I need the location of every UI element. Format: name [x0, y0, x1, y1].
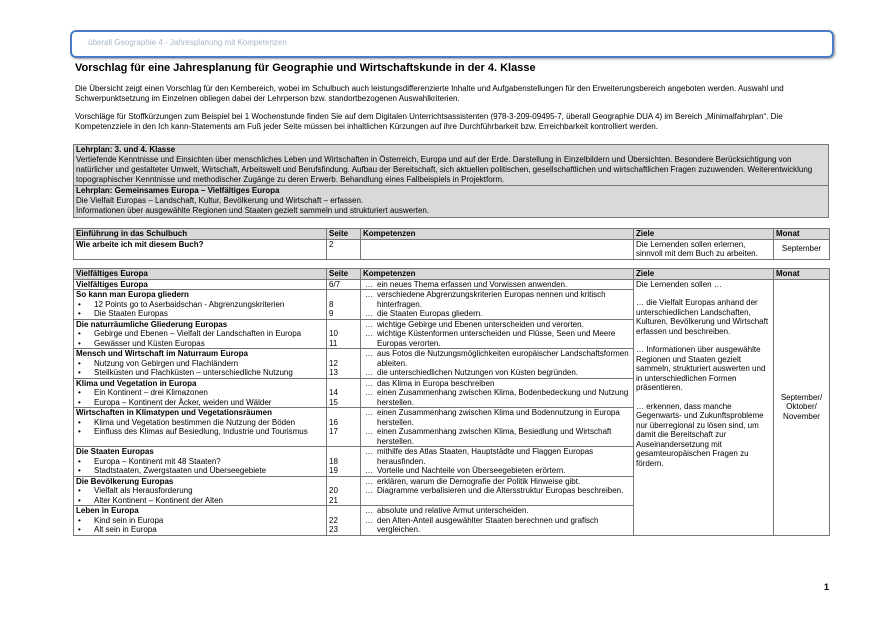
col-kompetenzen: Kompetenzen	[361, 269, 634, 280]
ziele-text-2: … die Vielfalt Europas anhand der unterschiedlichen Landschaften, Kulturen, Bevölkerung und Wirtschaft erfassen und beschreiben.	[636, 298, 769, 336]
intro-row-kompetenzen	[361, 239, 634, 259]
intro-table-head: Einführung in das Schulbuch	[74, 229, 327, 240]
lehrplan-box-1	[73, 144, 829, 186]
header-text: überall Geographie 4 - Jahresplanung mit Kompetenzen	[88, 38, 287, 47]
table-row: Die Bevölkerung Europas • Vielfalt als Herausforderung • Alter Kontinent – Kontinent der Alten 20 21 … erklären, warum die Demografie der Politik Hinweise gibt. … Diagramme verbalisieren und die Altersstruktur Europas beschreiben.	[74, 476, 830, 506]
ziele-text-4: … erkennen, dass manche Gegenwarts- und Zukunftsprobleme nur überregional zu lösen sind, um damit die Bereitschaft zur Auseinandersetzung mit gesamteuropäischen Fragen zu fördern.	[636, 401, 764, 468]
intro-row-seite: 2	[327, 239, 361, 259]
table-row	[74, 279, 830, 290]
col-kompetenzen: Kompetenzen	[361, 229, 634, 240]
row-title: Vielfältiges Europa	[74, 279, 327, 290]
europa-table-head: Vielfältiges Europa	[74, 269, 327, 280]
col-monat: Monat	[774, 229, 830, 240]
ziele-text-1: Die Lernenden sollen …	[636, 279, 722, 289]
col-ziele: Ziele	[634, 229, 774, 240]
table-row: Leben in Europa • Kind sein in Europa • Alt sein in Europa 22 23 … absolute und relative Armut unterscheiden. … den Alten-Anteil ausgewählter Staaten berechnen und grafisch vergleichen.	[74, 506, 830, 536]
monat-cell: September/ Oktober/ November	[774, 279, 830, 535]
col-seite: Seite	[327, 229, 361, 240]
intro-paragraph-2: Vorschläge für Stoffkürzungen zum Beispiel bei 1 Wochenstunde finden Sie auf dem Digitalen Unterrichtsassistenten (978-3-209-09495-7, überall Geographie DUA 4) im Bereich „Minimalfahrplan“. Die Kompetenzziele in den Ich kann-Statements am Fuß jeder Seite müssen bei inhaltlichen Kürzungen auf ihre Durchführbarkeit bzw. Erreichbarkeit kontrolliert werden.	[75, 112, 783, 131]
page-number: 1	[824, 582, 830, 592]
row-kompetenzen: … ein neues Thema erfassen und Vorwissen anwenden.	[361, 279, 634, 290]
table-row: So kann man Europa gliedern • 12 Points go to Aserbaidschan - Abgrenzungskriterien • Die Staaten Europas 8 9 … verschiedene Abgrenzungskriterien Europas nennen und kritisch hinterfragen. … die Staaten Europas gliedern.	[74, 290, 830, 320]
lehrplan-2-heading: Lehrplan: Gemeinsames Europa – Vielfältiges Europa	[76, 186, 280, 195]
lehrplan-1-text: Vertiefende Kenntnisse und Einsichten über menschliches Leben und Wirtschaften in Österreich, Europa und auf der Erde. Darstellung in Einzelbildern und Übersichten. Besondere Berücksichtigung von natürlicher und gestalteter Umwelt, Wirtschaft, Arbeitswelt und Berufsfindung. Aufbau der Bereitschaft, sich aktuellen politischen, gesellschaftlichen und wirtschaftlichen Fragen zuzuwenden. Weiterentwicklung topographischer Kenntnisse und methodischer Zugänge zu deren Erwerb. Behandlung eines Fallbeispiels in Projektform.	[76, 155, 813, 184]
intro-paragraph-1: Die Übersicht zeigt einen Vorschlag für den Kernbereich, wobei im Schulbuch auch leistungsdifferenzierte Inhalte und Aufgabenstellungen für den Erweiterungsbereich angeboten werden. Auswahl und Schwerpunktsetzung im Einzelnen obliegen dabei der Lehrperson bzw. standortbezogenen Auswahlkriterien.	[75, 84, 784, 103]
col-seite: Seite	[327, 269, 361, 280]
lehrplan-2-text-1: Die Vielfalt Europas – Landschaft, Kultur, Bevölkerung und Wirtschaft – erfassen.	[76, 196, 364, 205]
lehrplan-box-2	[73, 185, 829, 218]
intro-row-monat: September	[774, 239, 830, 259]
col-ziele: Ziele	[634, 269, 774, 280]
intro-row-title: Wie arbeite ich mit diesem Buch?	[74, 239, 327, 259]
lehrplan-2-text-2: Informationen über ausgewählte Regionen und Staaten gezielt sammeln und strukturiert auswerten.	[76, 206, 430, 215]
row-seite: 6/7	[327, 279, 361, 290]
intro-row-ziele: Die Lernenden sollen erlernen, sinnvoll mit dem Buch zu arbeiten.	[634, 239, 774, 259]
header-box	[70, 30, 834, 58]
ziele-text-3: … Informationen über ausgewählte Regionen und Staaten gezielt sammeln, strukturiert auswerten und in unterschiedlichen Formen präsentieren.	[636, 345, 766, 392]
page-title: Vorschlag für eine Jahresplanung für Geographie und Wirtschaftskunde in der 4. Klasse	[75, 62, 536, 74]
table-row: Klima und Vegetation in Europa • Ein Kontinent – drei Klimazonen • Europa – Kontinent der Äcker, weiden und Wälder 14 15 … das Klima in Europa beschreiben … einen Zusammenhang zwischen Klima, Bodenbedeckung und Nutzung herstellen.	[74, 378, 830, 408]
lehrplan-1-heading: Lehrplan: 3. und 4. Klasse	[76, 145, 176, 154]
table-row: Die Staaten Europas • Europa – Kontinent mit 48 Staaten? • Stadtstaaten, Zwergstaaten und Überseegebiete 18 19 … mithilfe des Atlas Staaten, Hauptstädte und Flaggen Europas herausfinden. … Vorteile und Nachteile von Überseegebieten erörtern.	[74, 447, 830, 477]
table-row: Wirtschaften in Klimatypen und Vegetationsräumen • Klima und Vegetation bestimmen die Nutzung der Böden • Einfluss des Klimas auf Besiedlung, Industrie und Tourismus 16 17 … einen Zusammenhang zwischen Klima und Bodennutzung in Europa herstellen. … einen Zusammenhang zwischen Klima, Besiedlung und Wirtschaft herstellen.	[74, 408, 830, 447]
table-row: Die naturräumliche Gliederung Europas • Gebirge und Ebenen – Vielfalt der Landschaften in Europa • Gewässer und Küsten Europas 10 11 … wichtige Gebirge und Ebenen unterscheiden und verorten. … wichtige Küstenformen unterscheiden und Flüsse, Seen und Meere Europas verorten.	[74, 319, 830, 349]
intro-table	[73, 228, 830, 260]
europa-table	[73, 268, 830, 536]
col-monat: Monat	[774, 269, 830, 280]
table-row: Mensch und Wirtschaft im Naturraum Europa • Nutzung von Gebirgen und Flachländern • Steilküsten und Flachküsten – unterschiedliche Nutzung 12 13 … aus Fotos die Nutzungsmöglichkeiten europäischer Landschaftsformen ableiten. … die unterschiedlichen Nutzungen von Küsten begründen.	[74, 349, 830, 379]
ziele-cell	[634, 279, 774, 535]
